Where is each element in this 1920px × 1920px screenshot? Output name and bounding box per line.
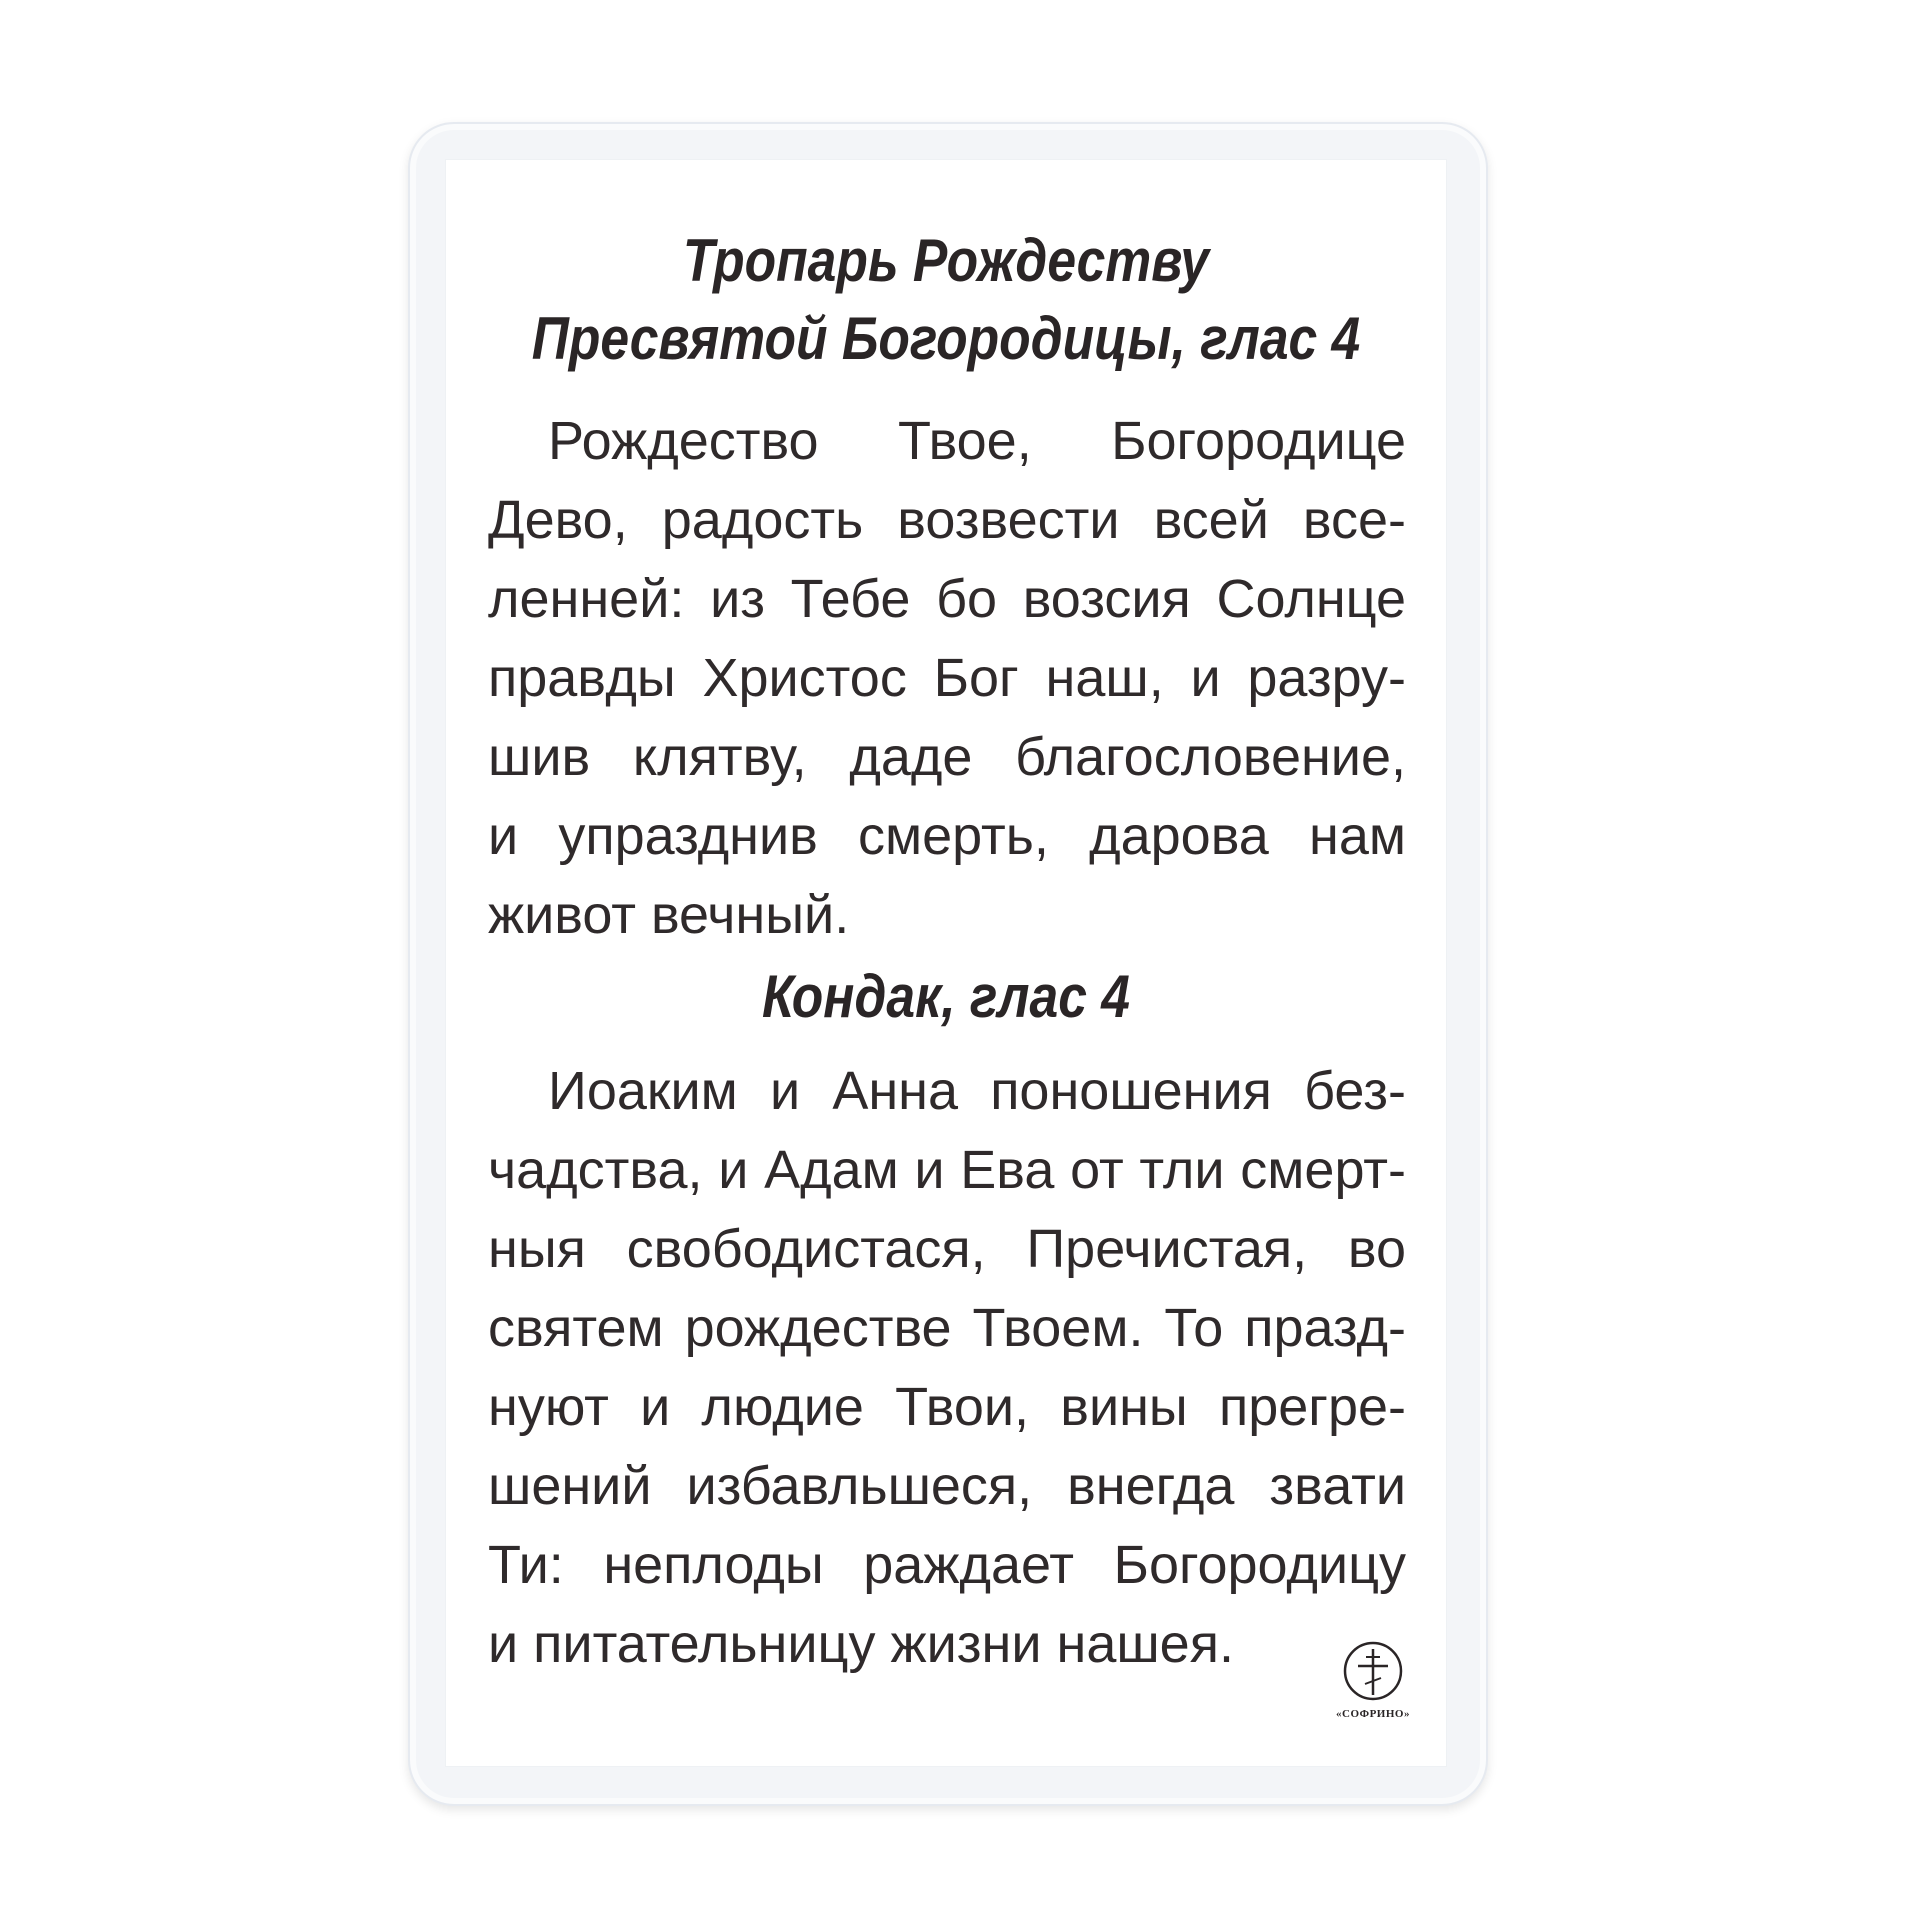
publisher-name: «СОФРИНО»: [1336, 1708, 1410, 1720]
text-line: Ти: неплоды раждает Богородицу: [488, 1535, 1406, 1595]
text-line: нуют и людие Твои, вины прегре-: [488, 1377, 1406, 1437]
troparion-text: [488, 402, 1406, 955]
text-line: Иоаким и Анна поношения без-: [548, 1061, 1406, 1121]
text-line: и упразднив смерть, дарова нам: [488, 806, 1406, 866]
troparion-title-line: Тропарь Рождеству: [682, 227, 1210, 294]
text-line: ныя свободистася, Пречистая, во: [488, 1219, 1406, 1279]
text-line: ленней: из Тебе бо возсия Солнце: [488, 569, 1406, 629]
text-line: и питательницу жизни нашея.: [488, 1614, 1234, 1674]
text-line: Дево, радость возвести всей все-: [488, 490, 1406, 550]
troparion-title-line: Пресвятой Богородицы, глас 4: [531, 305, 1361, 372]
text-line: шений избавльшеся, внегда звати: [488, 1456, 1406, 1516]
text-line: правды Христос Бог наш, и разру-: [488, 648, 1406, 708]
text-line: святем рождестве Твоем. То празд-: [488, 1298, 1406, 1358]
kontakion-text: [488, 1052, 1406, 1684]
publisher-logo: [1322, 1640, 1424, 1720]
orthodox-cross-circle-icon: [1342, 1640, 1404, 1702]
troparion-title: [516, 222, 1376, 378]
kontakion-title: [516, 958, 1376, 1036]
text-line: живот вечный.: [488, 885, 850, 945]
text-line: шив клятву, даде благословение,: [488, 727, 1406, 787]
text-line: чадства, и Адам и Ева от тли смерт-: [488, 1140, 1406, 1200]
text-line: Рождество Твое, Богородице: [548, 411, 1406, 471]
kontakion-title-line: Кондак, глас 4: [762, 963, 1130, 1030]
